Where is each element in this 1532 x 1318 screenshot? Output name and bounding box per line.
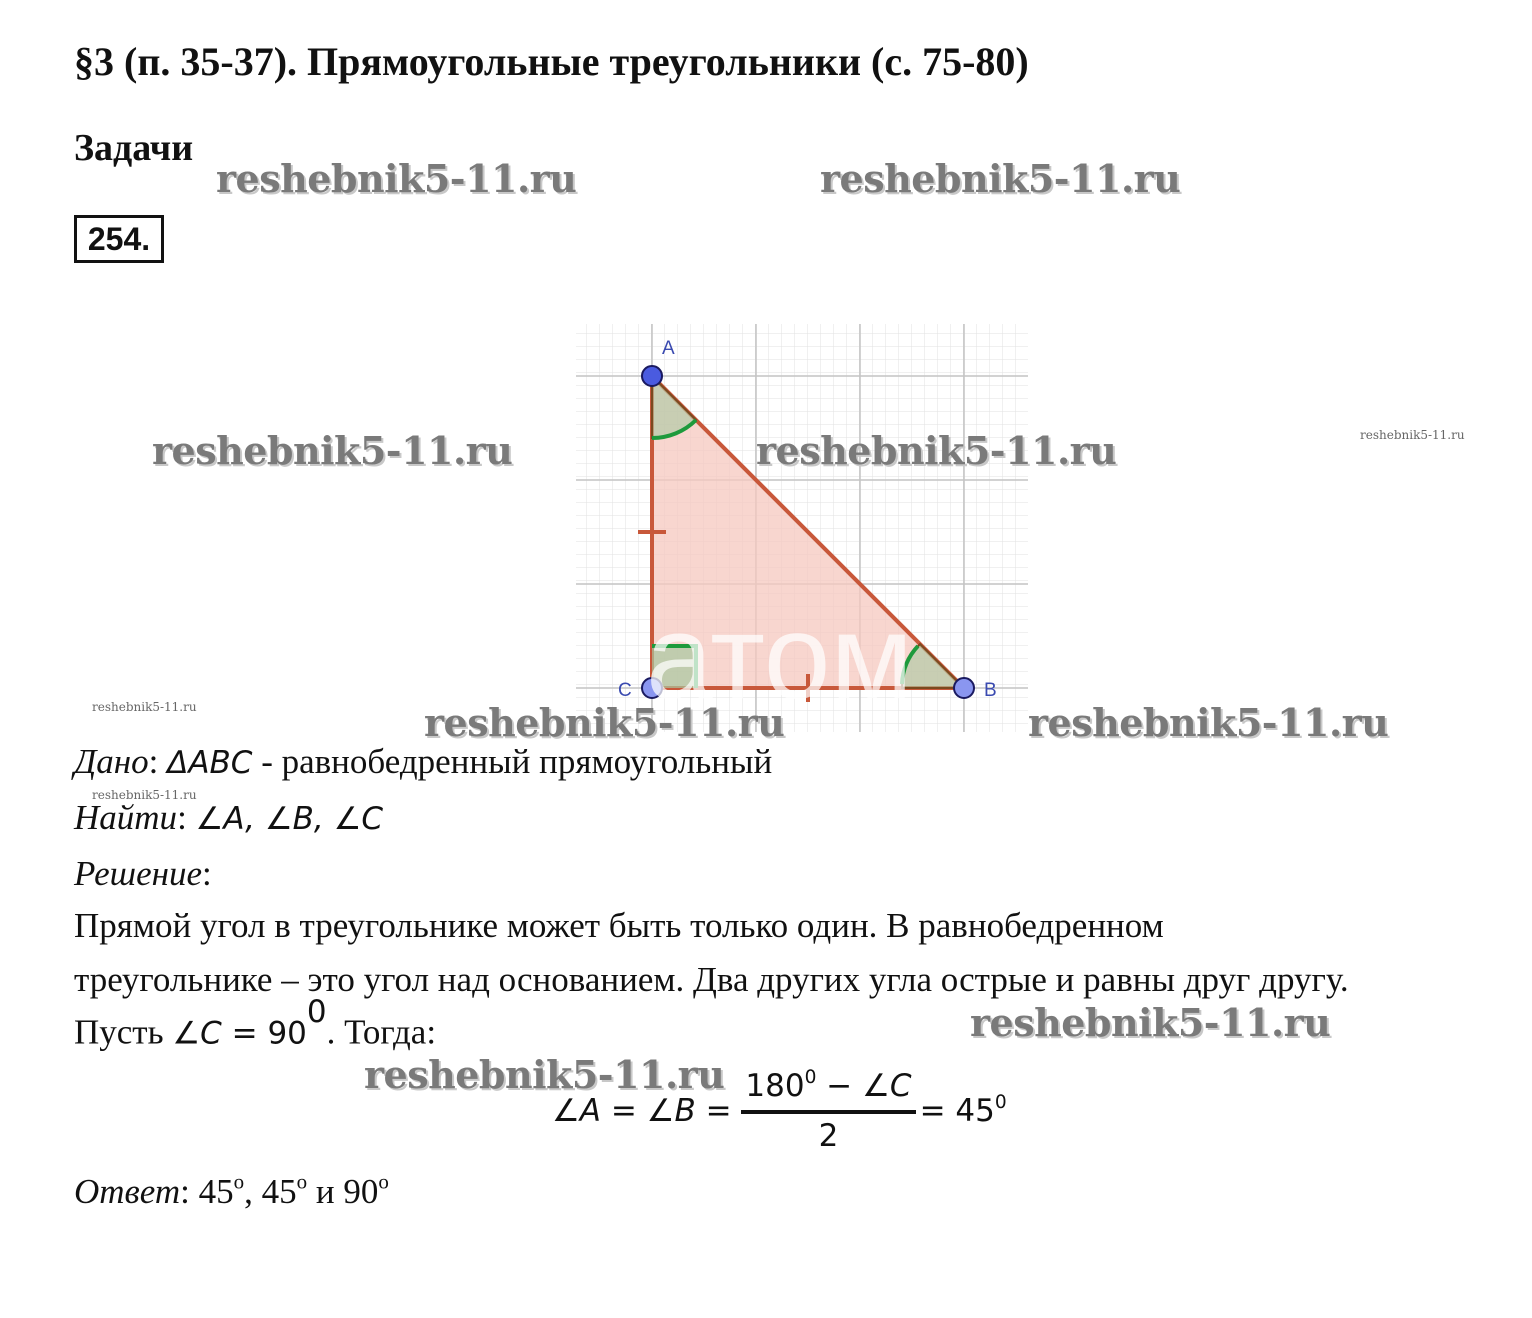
answer-label: Ответ xyxy=(74,1172,181,1211)
formula-fraction xyxy=(741,1068,915,1154)
answer-line: Ответ: 45$^o$, 45$^o$ и 90$^o$ xyxy=(74,1169,389,1211)
solution-label: Решение xyxy=(74,854,203,893)
point-b xyxy=(954,678,974,698)
formula-rhs: = $45^0$ xyxy=(919,1091,1007,1129)
point-a xyxy=(642,366,662,386)
watermark-text: reshebnik5-11.ru xyxy=(756,428,1117,473)
answer-value-3: 90 xyxy=(343,1172,379,1211)
watermark-overlay: атом xyxy=(646,590,913,724)
watermark-text: reshebnik5-11.ru xyxy=(1028,700,1389,745)
watermark-text: reshebnik5-11.ru xyxy=(92,700,197,714)
given-triangle: ΔABC xyxy=(167,745,253,781)
section-heading: Задачи xyxy=(74,127,194,169)
answer-value-1: 45 xyxy=(198,1172,234,1211)
solution-line-1: Прямой угол в треугольнике может быть только один. В равнобедренном xyxy=(74,906,1164,945)
triangle-figure xyxy=(560,320,1040,740)
formula xyxy=(552,1068,1007,1154)
label-c: C xyxy=(618,680,632,701)
watermark-text: reshebnik5-11.ru xyxy=(152,428,513,473)
given-text: - равнобедренный прямоугольный xyxy=(252,742,773,781)
given-line: Дано: ΔABC - равнобедренный прямоугольный xyxy=(74,742,773,781)
problem-number: 254. xyxy=(74,215,164,263)
given-label: Дано xyxy=(74,742,149,781)
solution-line-3: Пусть ∠C = $90^0$. Тогда: xyxy=(74,994,437,1052)
watermark-text: reshebnik5-11.ru xyxy=(820,156,1181,201)
watermark-text: reshebnik5-11.ru xyxy=(216,156,577,201)
watermark-text: reshebnik5-11.ru xyxy=(364,1052,725,1097)
solution-label-line: Решение: xyxy=(74,854,212,893)
formula-lhs: ∠A = ∠B = xyxy=(552,1093,742,1129)
find-label: Найти xyxy=(74,798,178,837)
fraction-denominator: 2 xyxy=(818,1118,839,1154)
answer-value-2: 45 xyxy=(261,1172,297,1211)
watermark-text: reshebnik5-11.ru xyxy=(970,1000,1331,1045)
fraction-numerator: $180^0$ − ∠C xyxy=(741,1068,915,1114)
find-line: Найти: ∠A, ∠B, ∠C xyxy=(74,798,384,837)
watermark-text: reshebnik5-11.ru xyxy=(92,788,197,802)
angle-c: ∠C xyxy=(172,1015,222,1052)
watermark-text: reshebnik5-11.ru xyxy=(424,700,785,745)
label-b: B xyxy=(984,680,997,701)
find-expr: ∠A, ∠B, ∠C xyxy=(195,801,384,837)
solution-line-2: треугольнике – это угол над основанием. Два других угла острые и равны друг другу. xyxy=(74,960,1349,999)
page-title: §3 (п. 35-37). Прямоугольные треугольники (с. 75-80) xyxy=(74,39,1029,84)
label-a: A xyxy=(662,338,675,359)
watermark-text: reshebnik5-11.ru xyxy=(1360,428,1465,442)
